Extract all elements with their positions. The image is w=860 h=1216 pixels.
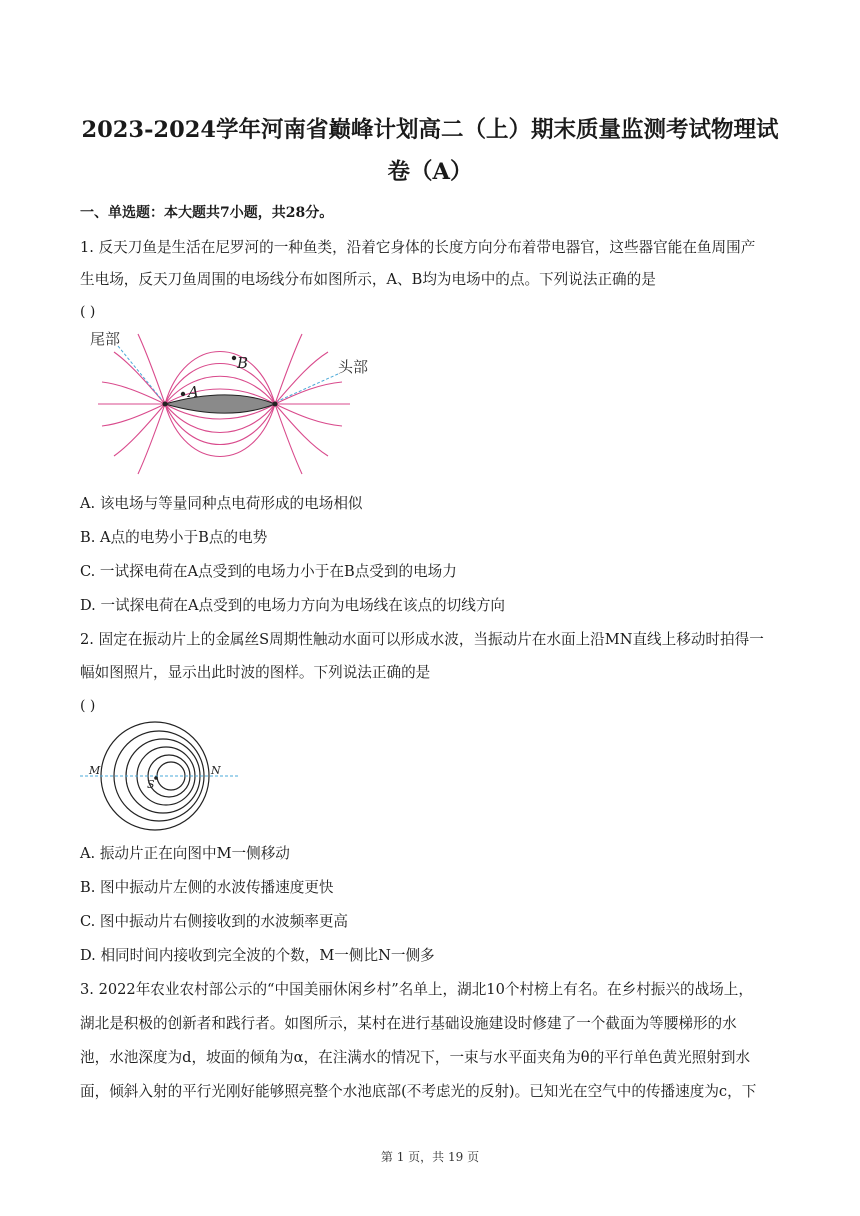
q1-option-c[interactable]: C. 一试探电荷在A点受到的电场力小于在B点受到的电场力 — [80, 563, 457, 580]
q1-option-d[interactable]: D. 一试探电荷在A点受到的电场力方向为电场线在该点的切线方向 — [80, 597, 506, 614]
point-b-dot — [232, 356, 236, 360]
q1-option-a[interactable]: A. 该电场与等量同种点电荷形成的电场相似 — [80, 495, 363, 512]
q2-stem-line2: 幅如图照片，显示出此时波的图样。下列说法正确的是 — [80, 664, 431, 681]
point-a-label: A — [188, 383, 199, 401]
exam-title-line1: 2023-2024学年河南省巅峰计划高二（上）期末质量监测考试物理试 — [81, 117, 779, 143]
head-label: 头部 — [338, 358, 369, 376]
q3-line3: 池，水池深度为d，坡面的倾角为α，在注满水的情况下，一束与水平面夹角为θ的平行单色黄光照射到水 — [80, 1049, 751, 1066]
label-n: N — [211, 764, 221, 777]
point-a-dot — [181, 392, 185, 396]
q2-stem-line1: 2. 固定在振动片上的金属丝S周期性触动水面可以形成水波，当振动片在水面上沿MN直线上移动时拍得一 — [80, 631, 764, 648]
head-charge-dot — [273, 402, 278, 407]
label-m: M — [89, 764, 101, 777]
section-heading: 一、单选题：本大题共7小题，共28分。 — [80, 205, 334, 221]
q3-line1: 3. 2022年农业农村部公示的“中国美丽休闲乡村”名单上，湖北10个村榜上有名。在乡村振兴的战场上， — [80, 981, 753, 998]
q2-wave-figure — [80, 718, 250, 838]
q3-line4: 面，倾斜入射的平行光刚好能够照亮整个水池底部(不考虑光的反射)。已知光在空气中的传播速度为c，下 — [80, 1083, 757, 1100]
fish-body — [165, 395, 275, 413]
point-b-label: B — [237, 354, 249, 372]
label-s: S — [147, 778, 155, 791]
q2-option-a[interactable]: A. 振动片正在向图中M一侧移动 — [80, 845, 290, 862]
q1-stem-line1: 1. 反天刀鱼是生活在尼罗河的一种鱼类，沿着它身体的长度方向分布着带电器官，这些器官能在鱼周围产 — [80, 239, 756, 256]
q3-line2: 湖北是积极的创新者和践行者。如图所示，某村在进行基础设施建设时修建了一个截面为等腰梯形的水 — [80, 1015, 737, 1032]
q1-option-b[interactable]: B. A点的电势小于B点的电势 — [80, 529, 268, 546]
source-s-dot — [154, 776, 158, 780]
q1-field-figure — [80, 322, 380, 482]
q1-answer-paren: ( ) — [80, 304, 96, 320]
tail-charge-dot — [163, 402, 168, 407]
tail-label: 尾部 — [90, 330, 121, 348]
q2-answer-paren: ( ) — [80, 698, 96, 714]
q2-option-b[interactable]: B. 图中振动片左侧的水波传播速度更快 — [80, 879, 334, 896]
page-footer: 第 1 页，共 19 页 — [380, 1150, 480, 1164]
exam-title-line2: 卷（A） — [387, 159, 473, 185]
q2-option-c[interactable]: C. 图中振动片右侧接收到的水波频率更高 — [80, 913, 349, 930]
q2-option-d[interactable]: D. 相同时间内接收到完全波的个数，M一侧比N一侧多 — [80, 947, 435, 964]
q1-stem-line2: 生电场，反天刀鱼周围的电场线分布如图所示，A、B均为电场中的点。下列说法正确的是 — [80, 271, 656, 288]
